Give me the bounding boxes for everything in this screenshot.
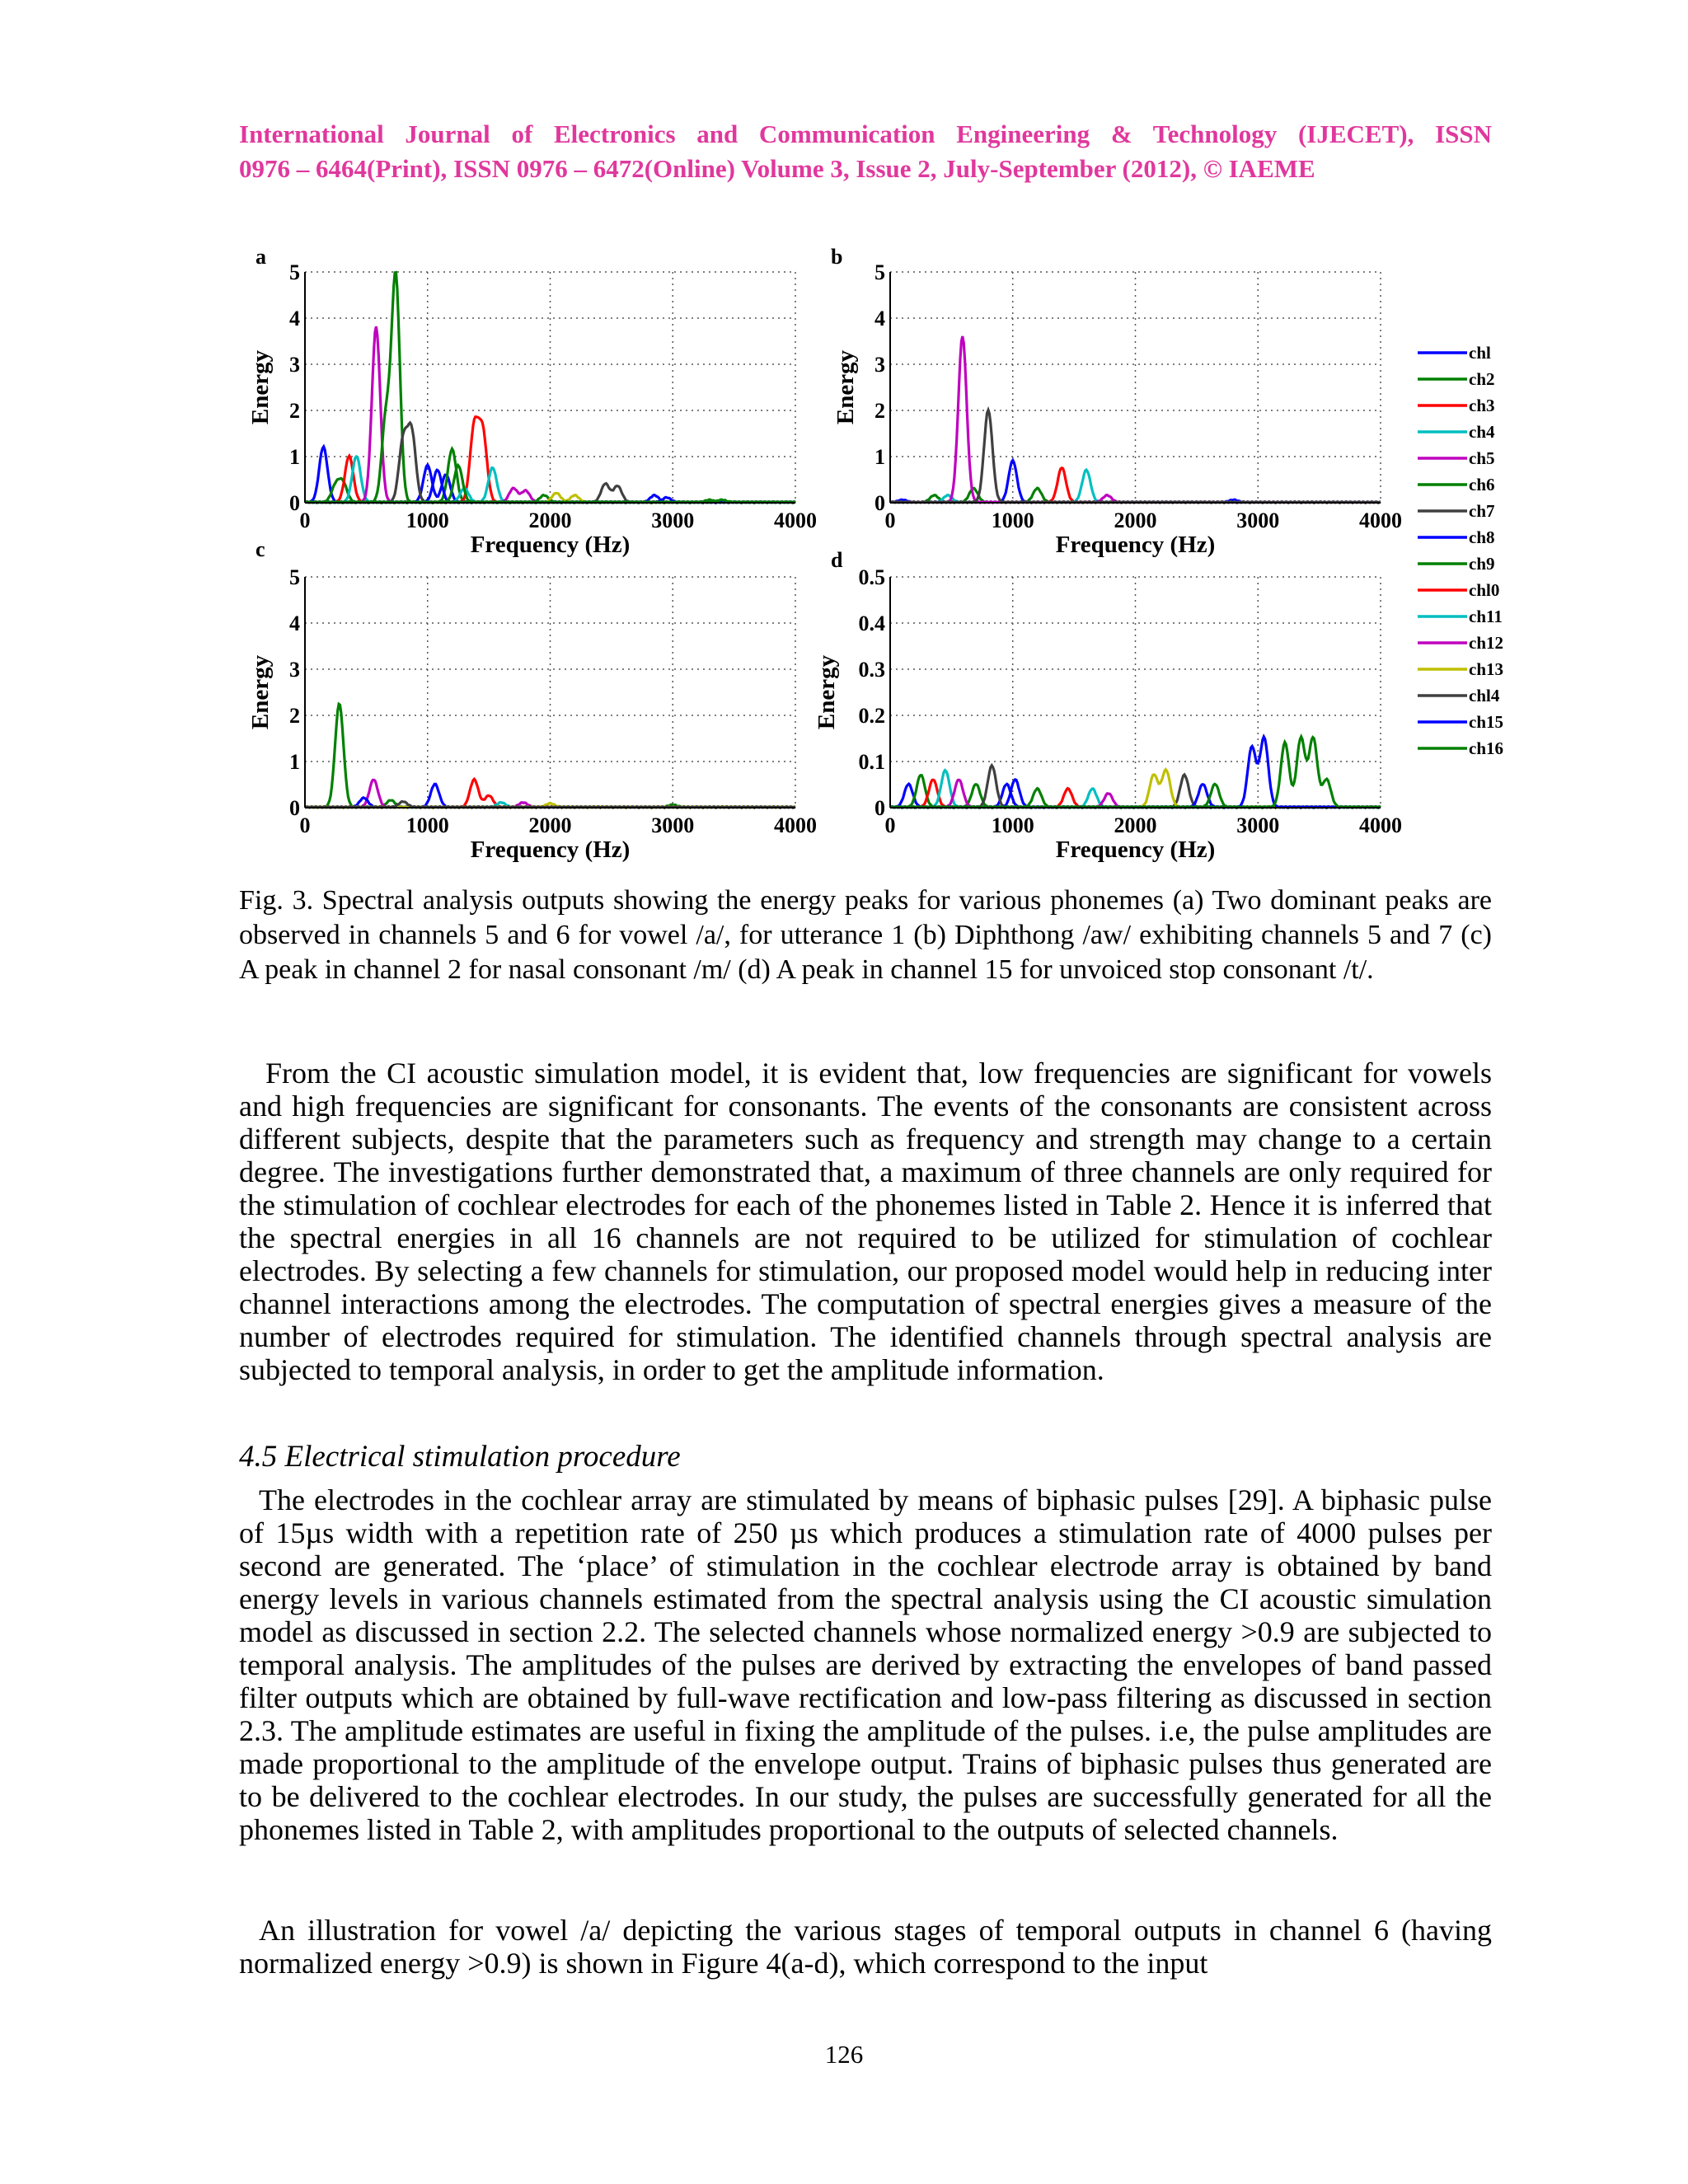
panel-d-xtick-label: 3000 [1236,813,1280,837]
panel-a-ylabel: Energy [247,349,274,425]
panel-b-xtick-label: 0 [884,509,896,532]
panel-a-xtick-label: 0 [299,509,311,532]
panel-d-ytick-label: 0.4 [858,612,885,635]
panel-a-ytick-label: 2 [289,399,300,423]
panel-a-xlabel: Frequency (Hz) [470,532,631,558]
legend-label-2: ch3 [1469,396,1495,415]
panel-d-xtick-label: 1000 [991,813,1034,837]
panel-b-xtick-label: 3000 [1236,509,1280,532]
panel-c-ytick-label: 5 [289,565,300,589]
panel-c-ytick-label: 0 [289,796,300,820]
panel-b-ylabel: Energy [832,349,859,425]
panel-c-letter: c [256,537,265,561]
panel-a-ytick-label: 5 [289,260,300,284]
panel-d-ylabel: Energy [814,654,840,730]
panel-d-xtick-label: 2000 [1114,813,1157,837]
journal-header [239,117,1492,186]
panel-a-ytick-label: 0 [289,491,300,515]
legend-label-6: ch7 [1469,501,1495,521]
panel-c-xtick-label: 1000 [406,813,449,837]
journal-header-line2: 0976 – 6464(Print), ISSN 0976 – 6472(Online) Volume 3, Issue 2, July-September (2012), © IAEME [239,154,1315,183]
panel-c-xtick-label: 2000 [528,813,572,837]
panel-b-series-ch5 [890,336,1381,503]
legend-label-3: ch4 [1469,422,1495,442]
legend-label-15: ch16 [1469,738,1503,758]
panel-a-ytick-label: 4 [289,307,300,330]
paragraph-ci-acoustic-model: From the CI acoustic simulation model, it is evident that, low frequencies are significant for vowels and high frequencies are significant for consonants. The events of the consonants are consistent across different subjects, despite that the parameters such as frequency and strength may change to a certain degree. The investigations further demonstrated that, a maximum of three channels are only required for the stimulation of cochlear electrodes for each of the phonemes listed in Table 2. Hence it is inferred that the spectral energies in all 16 channels are not required to be utilized for stimulation of cochlear electrodes. By selecting a few channels for stimulation, our proposed model would help in reducing inter channel interactions among the electrodes. The computation of spectral energies gives a measure of the number of electrodes required for stimulation. The identified channels through spectral analysis are subjected to temporal analysis, in order to get the amplitude information. [239,1057,1492,1386]
panel-d-ytick-label: 0 [874,796,885,820]
panel-a-letter: a [256,245,266,269]
panel-d-ytick-label: 0.1 [858,750,885,774]
legend-label-4: ch5 [1469,448,1495,468]
panel-d-series-ch7 [890,766,1381,808]
panel-c-ylabel: Energy [247,654,274,730]
legend-label-11: ch12 [1469,633,1503,653]
panel-b-ytick-label: 5 [874,260,885,284]
panel-b-ytick-label: 3 [874,353,885,377]
panel-b-xtick-label: 2000 [1114,509,1157,532]
panel-d-letter: d [831,548,843,572]
panel-d-ytick-label: 0.3 [858,658,885,682]
figure-caption: Fig. 3. Spectral analysis outputs showing the energy peaks for various phonemes (a) Two dominant peaks are observed in channels 5 and 6 for vowel /a/, for utterance 1 (b) Diphthong /aw/ exhibiting channels 5 and 7 (c) A peak in channel 2 for nasal consonant /m/ (d) A peak in channel 15 for unvoiced stop consonant /t/. [239,885,1492,985]
legend-label-13: chl4 [1469,686,1500,705]
journal-header-line1: International Journal of Electronics and Communication Engineering & Technology (IJECET), ISSN [239,120,1492,148]
legend-label-5: ch6 [1469,475,1495,494]
panel-a-ytick-label: 3 [289,353,300,377]
panel-b-series-ch2 [890,488,1381,503]
panel-a-ytick-label: 1 [289,445,300,469]
panel-b-ytick-label: 0 [874,491,885,515]
section-heading: 4.5 Electrical stimulation procedure [239,1440,681,1474]
panel-c-ytick-label: 2 [289,704,300,728]
paragraph-stimulation-procedure: The electrodes in the cochlear array are stimulated by means of biphasic pulses [29]. A biphasic pulse of 15µs width with a repetition rate of 250 µs which produces a stimulation rate of 4000 pulses per second are generated. The ‘place’ of stimulation in the cochlear electrode array is obtained by band energy levels in various channels estimated from the spectral analysis using the CI acoustic simulation model as discussed in section 2.2. The selected channels whose normalized energy >0.9 are subjected to temporal analysis. The amplitudes of the pulses are derived by extracting the envelopes of band passed filter outputs which are obtained by full-wave rectification and low-pass filtering as discussed in section 2.3. The amplitude estimates are useful in fixing the amplitude of the pulses. i.e, the pulse amplitudes are made proportional to the amplitude of the envelope output. Trains of biphasic pulses thus generated are to be delivered to the cochlear electrodes. In our study, the pulses are successfully generated for all the phonemes listed in Table 2, with amplitudes proportional to the outputs of selected channels. [239,1483,1492,1846]
legend-label-12: ch13 [1469,659,1503,679]
legend-label-1: ch2 [1469,369,1495,389]
panel-c-ytick-label: 1 [289,750,300,774]
panel-b-series-ch1 [890,461,1381,504]
legend-label-8: ch9 [1469,554,1495,574]
figure-3-spectral-analysis [239,245,1503,882]
panel-b-xtick-label: 1000 [991,509,1034,532]
panel-c-xtick-label: 4000 [774,813,817,837]
panel-b-xlabel: Frequency (Hz) [1055,532,1216,558]
legend-label-14: ch15 [1469,712,1503,732]
panel-c-xtick-label: 3000 [651,813,695,837]
legend-label-0: chl [1469,343,1491,363]
panel-d-ytick-label: 0.2 [858,704,885,728]
panel-c-ytick-label: 3 [289,658,300,682]
panel-b-ytick-label: 2 [874,399,885,423]
panel-b-ytick-label: 1 [874,445,885,469]
panel-d-xtick-label: 4000 [1359,813,1402,837]
panel-d-ytick-label: 0.5 [858,565,885,589]
panel-b-ytick-label: 4 [874,307,885,330]
paragraph-vowel-illustration: An illustration for vowel /a/ depicting the various stages of temporal outputs in channel 6 (having normalized energy >0.9) is shown in Figure 4(a-d), which correspond to the input [239,1914,1492,1980]
page-number: 126 [824,2040,864,2069]
panel-c-ytick-label: 4 [289,612,300,635]
panel-c-xtick-label: 0 [299,813,311,837]
panel-b-letter: b [831,245,843,269]
panel-d-xtick-label: 0 [884,813,896,837]
legend-label-7: ch8 [1469,527,1495,547]
panel-b-xtick-label: 4000 [1359,509,1402,532]
panel-a-xtick-label: 4000 [774,509,817,532]
legend-label-10: ch11 [1469,607,1503,626]
panel-c-xlabel: Frequency (Hz) [470,837,631,863]
panel-a-xtick-label: 3000 [651,509,695,532]
panel-d-xlabel: Frequency (Hz) [1055,837,1216,863]
legend-label-9: chl0 [1469,580,1500,600]
panel-a-xtick-label: 2000 [528,509,572,532]
panel-a-xtick-label: 1000 [406,509,449,532]
